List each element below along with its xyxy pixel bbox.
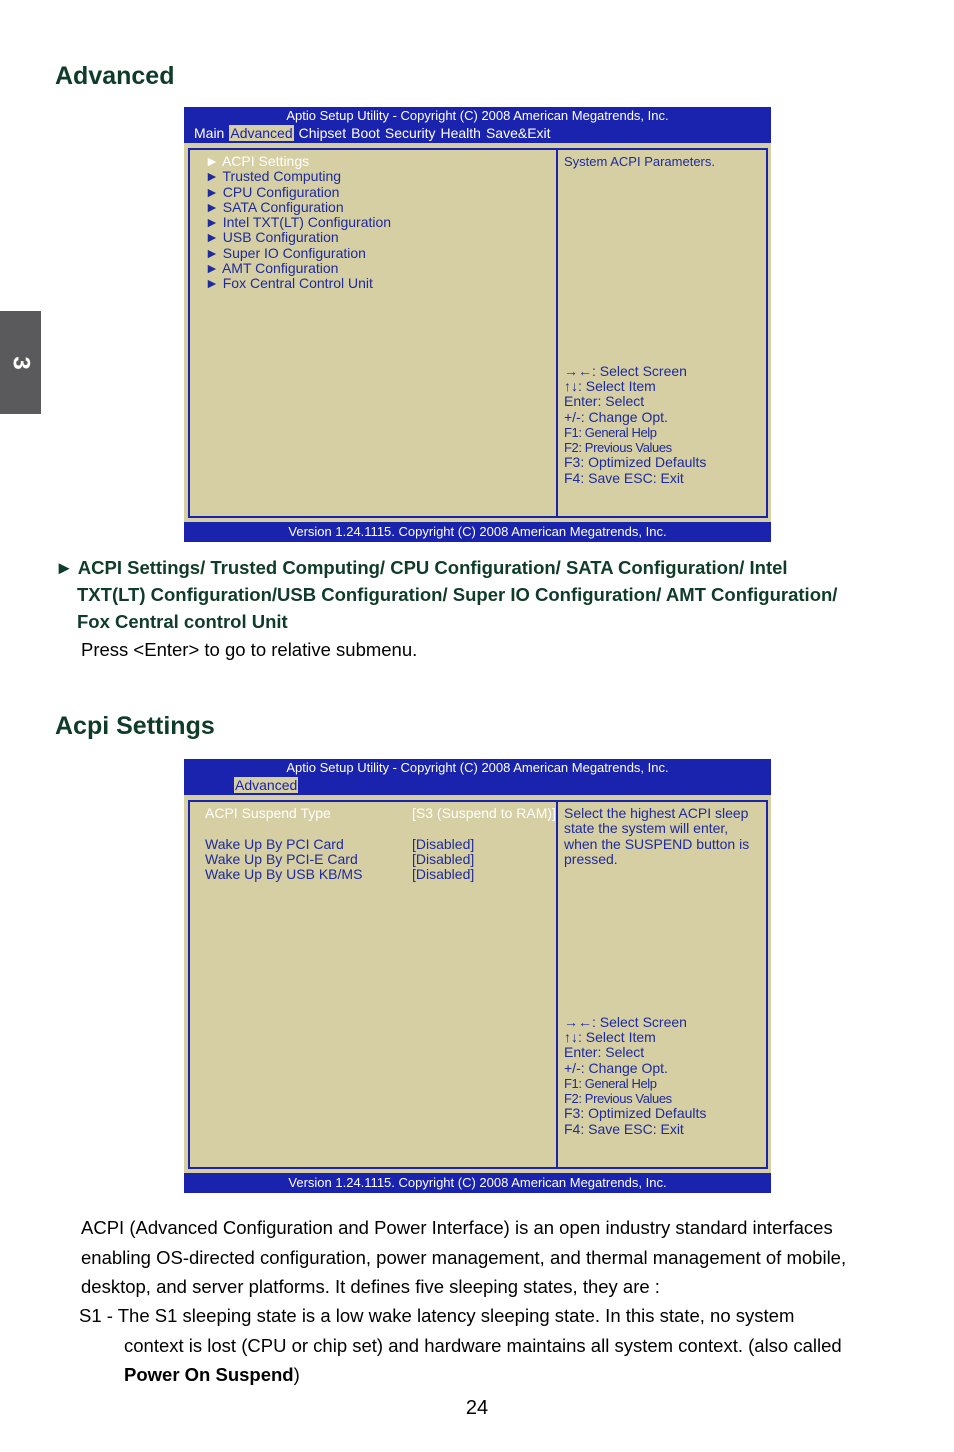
bios-tab-bar [194, 125, 556, 141]
bios-menu-panel [188, 148, 558, 518]
key-select-item: ↑↓: Select Item [564, 377, 656, 394]
section-heading-acpi-settings: Acpi Settings [55, 712, 215, 740]
section-heading-advanced: Advanced [55, 62, 175, 90]
chapter-tab [0, 311, 41, 414]
setting-label: Wake Up By PCI-E Card [205, 850, 358, 867]
menu-item-cpu-configuration[interactable]: ► CPU Configuration [205, 183, 340, 200]
s1-term: Power On Suspend [124, 1364, 294, 1385]
bios-title: Aptio Setup Utility - Copyright (C) 2008 American Megatrends, Inc. [286, 108, 669, 123]
bios-tab-advanced[interactable]: Advanced [230, 125, 293, 141]
bios-tab-security[interactable]: Security [384, 125, 436, 141]
s1-close: ) [293, 1364, 300, 1385]
bios-help-panel [556, 800, 768, 1169]
acpi-paragraph-line-3: desktop, and server platforms. It defines five sleeping states, they are : [81, 1276, 660, 1297]
key-previous-values: F2: Previous Values [564, 440, 672, 456]
key-general-help: F1: General Help [564, 424, 657, 440]
menu-item-usb-configuration[interactable]: ► USB Configuration [205, 229, 339, 246]
setting-value[interactable]: [Disabled] [412, 850, 475, 867]
bios-tab-boot[interactable]: Boot [351, 125, 380, 141]
setting-acpi-suspend-type[interactable] [205, 805, 556, 821]
setting-label: Wake Up By USB KB/MS [205, 866, 363, 883]
acpi-paragraph-line-1: ACPI (Advanced Configuration and Power Interface) is an open industry standard interfaces [81, 1217, 833, 1238]
bios-help-panel [556, 148, 768, 518]
key-optimized-defaults: F3: Optimized Defaults [564, 454, 707, 471]
key-legend [564, 1015, 706, 1137]
help-text: Select the highest ACPI sleep state the system will enter, when the SUSPEND button is pressed. [564, 805, 750, 867]
key-legend [564, 364, 706, 486]
bios-tab-health[interactable]: Health [440, 125, 481, 141]
s1-line-2: context is lost (CPU or chip set) and hardware maintains all system context. (also called [124, 1334, 842, 1356]
setting-wake-up-by-pci-e-card[interactable] [205, 852, 552, 867]
key-optimized-defaults: F3: Optimized Defaults [564, 1105, 707, 1122]
key-enter-select: Enter: Select [564, 393, 645, 410]
key-general-help: F1: General Help [564, 1075, 657, 1091]
bios-settings-panel [188, 800, 558, 1169]
bios-tab-bar [234, 777, 303, 793]
chapter-number: 3 [7, 355, 35, 370]
submenu-description: Press <Enter> to go to relative submenu. [81, 639, 418, 660]
menu-item-intel-txt-configuration[interactable]: ► Intel TXT(LT) Configuration [205, 214, 392, 231]
bios-footer: Version 1.24.1115. Copyright (C) 2008 American Megatrends, Inc. [184, 522, 771, 542]
bios-footer: Version 1.24.1115. Copyright (C) 2008 American Megatrends, Inc. [184, 1173, 771, 1193]
key-previous-values: F2: Previous Values [564, 1091, 672, 1107]
menu-item-fox-central-control-unit[interactable]: ► Fox Central Control Unit [205, 275, 373, 292]
setting-label: ACPI Suspend Type [205, 805, 331, 821]
submenu-heading-line-3: Fox Central control Unit [77, 611, 288, 632]
bios-title-bar [184, 107, 771, 143]
key-select-screen: →←: Select Screen [564, 362, 687, 379]
s1-description [79, 1301, 929, 1390]
menu-item-trusted-computing[interactable]: ► Trusted Computing [205, 168, 342, 185]
menu-item-sata-configuration[interactable]: ► SATA Configuration [205, 198, 344, 215]
submenu-heading-line-1: ► ACPI Settings/ Trusted Computing/ CPU Configuration/ SATA Configuration/ Intel [55, 557, 788, 578]
bios-tab-advanced[interactable]: Advanced [235, 777, 298, 793]
bios-title-bar [184, 759, 771, 795]
bios-screen-advanced [184, 107, 771, 542]
acpi-paragraph [81, 1213, 921, 1302]
key-change-opt: +/-: Change Opt. [564, 408, 668, 425]
submenu-list-heading [55, 554, 895, 635]
setting-label: Wake Up By PCI Card [205, 835, 344, 852]
bios-title: Aptio Setup Utility - Copyright (C) 2008 American Megatrends, Inc. [286, 760, 669, 775]
acpi-paragraph-line-2: enabling OS-directed configuration, power management, and thermal management of mobile, [81, 1246, 847, 1268]
bios-tab-save-exit[interactable]: Save&Exit [485, 125, 551, 141]
menu-item-super-io-configuration[interactable]: ► Super IO Configuration [205, 244, 366, 261]
page-number: 24 [465, 1397, 489, 1419]
s1-line-1: S1 - The S1 sleeping state is a low wake latency sleeping state. In this state, no system [79, 1305, 795, 1326]
bios-tab-main[interactable]: Main [194, 125, 225, 141]
help-text: System ACPI Parameters. [564, 154, 715, 169]
s1-line-3 [79, 1360, 929, 1390]
key-select-screen: →←: Select Screen [564, 1013, 687, 1030]
key-change-opt: +/-: Change Opt. [564, 1059, 668, 1076]
menu-item-amt-configuration[interactable]: ► AMT Configuration [205, 260, 339, 277]
key-enter-select: Enter: Select [564, 1044, 645, 1061]
key-save-exit: F4: Save ESC: Exit [564, 1120, 684, 1137]
menu-item-acpi-settings[interactable]: ► ACPI Settings [205, 153, 310, 169]
setting-value[interactable]: [S3 (Suspend to RAM)] [412, 805, 556, 821]
setting-value[interactable]: [Disabled] [412, 866, 475, 883]
key-save-exit: F4: Save ESC: Exit [564, 469, 684, 486]
bios-tab-chipset[interactable]: Chipset [298, 125, 347, 141]
setting-wake-up-by-pci-card[interactable] [205, 837, 552, 852]
setting-wake-up-by-usb-kb-ms[interactable] [205, 867, 552, 882]
setting-value[interactable]: [Disabled] [412, 835, 475, 852]
key-select-item: ↑↓: Select Item [564, 1028, 656, 1045]
submenu-heading-line-2: TXT(LT) Configuration/USB Configuration/ Super IO Configuration/ AMT Configuration/ [77, 584, 838, 605]
bios-screen-acpi-settings [184, 759, 771, 1193]
